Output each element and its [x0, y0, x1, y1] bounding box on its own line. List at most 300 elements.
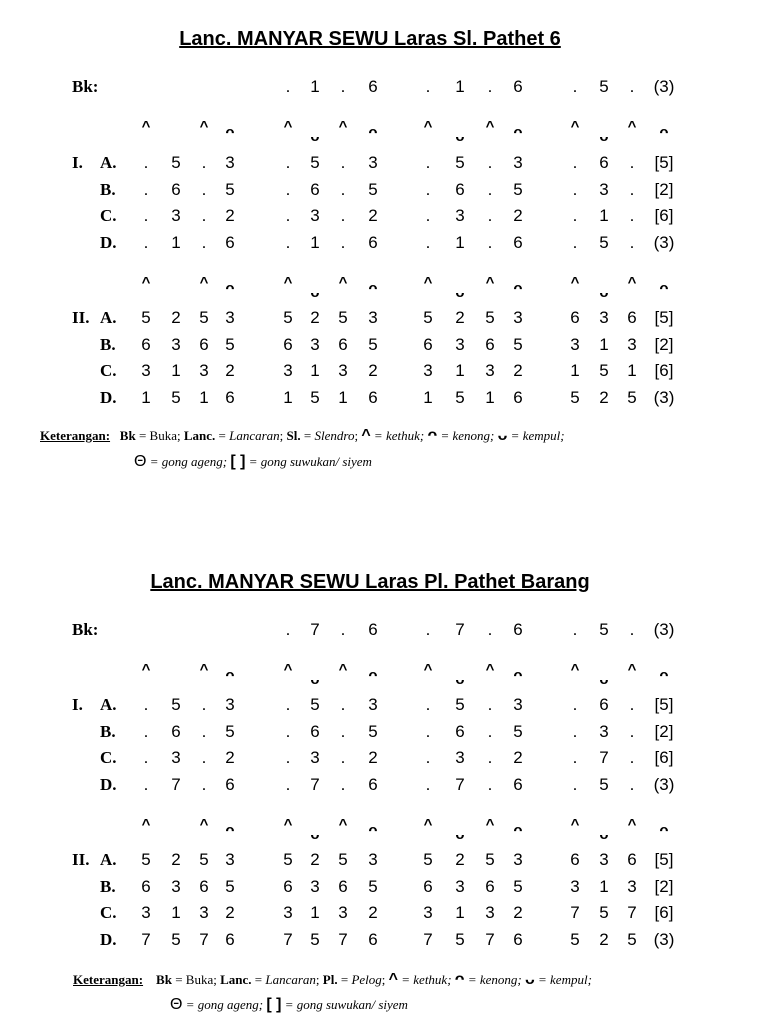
kethuk-mark-icon: ^ [199, 118, 209, 135]
note-cell: 6 [599, 695, 609, 714]
note-cell: 2 [513, 361, 523, 381]
note-cell: 5 [310, 387, 320, 407]
row-letter: B. [100, 334, 116, 354]
suwukan-icon: [ ] [230, 453, 246, 470]
note-cell: . [201, 721, 207, 741]
note-cell: 1 [171, 361, 181, 381]
note-cell: 2 [455, 308, 465, 327]
part-i-label: I. [72, 695, 83, 714]
kethuk-mark-icon: ^ [338, 816, 348, 833]
kethuk-mark-icon: ^ [338, 118, 348, 135]
note-cell: . [572, 179, 578, 199]
note-cell: 1 [627, 361, 637, 381]
note-cell: 6 [199, 334, 209, 354]
buka-note: 6 [513, 620, 523, 639]
sep: ; [381, 972, 389, 987]
note-cell: 3 [310, 206, 320, 226]
kenong-mark-icon: ᴖ [225, 280, 235, 297]
note-cell: 3 [283, 361, 293, 381]
note-cell: [5] [654, 695, 674, 714]
note-cell: 5 [310, 929, 320, 949]
note-cell: 6 [455, 721, 465, 741]
kethuk-mark-icon: ^ [283, 661, 293, 678]
note-cell: 7 [455, 774, 465, 794]
kenong-mark-icon: ᴖ [513, 280, 523, 297]
note-cell: [2] [654, 876, 674, 896]
note-cell: 6 [338, 334, 348, 354]
note-cell: 5 [599, 361, 609, 381]
buka-note: . [425, 620, 431, 639]
note-cell: 5 [310, 695, 320, 714]
note-cell: 3 [283, 903, 293, 923]
note-cell: [6] [654, 361, 674, 381]
kempul-icon: ᴗ [497, 427, 508, 444]
note-cell: 5 [423, 308, 433, 327]
note-cell: 6 [225, 232, 235, 252]
keterangan-line-1 [40, 425, 565, 447]
note-cell: 6 [141, 334, 151, 354]
note-cell: 1 [310, 232, 320, 252]
buka-note: . [425, 77, 431, 96]
note-cell: . [340, 695, 346, 714]
note-cell: 2 [368, 206, 378, 226]
note-cell: 3 [310, 334, 320, 354]
note-cell: 5 [310, 153, 320, 172]
note-cell: [6] [654, 748, 674, 768]
keterangan-label: Keterangan: [73, 972, 144, 987]
sep: ; [315, 972, 323, 987]
row-letter: D. [100, 232, 117, 252]
note-cell: 3 [485, 361, 495, 381]
note-cell: . [572, 153, 578, 172]
row-letter: B. [100, 876, 116, 896]
buka-note: 1 [455, 77, 465, 96]
note-cell: 2 [225, 206, 235, 226]
note-cell: 1 [599, 334, 609, 354]
bk-desc: = Buka; [171, 972, 221, 987]
note-cell: 2 [171, 850, 181, 869]
note-cell: 3 [455, 748, 465, 768]
row-letter: B. [100, 721, 116, 741]
gong-icon: Θ [134, 453, 147, 470]
kempul-mark-icon: ᴗ [599, 826, 609, 843]
kenong-mark-icon: ᴖ [225, 822, 235, 839]
note-cell: 1 [171, 232, 181, 252]
note-cell: . [572, 232, 578, 252]
kenong-icon: ᴖ [427, 427, 438, 444]
kethuk-mark-icon: ^ [283, 118, 293, 135]
note-cell: 3 [599, 179, 609, 199]
note-cell: . [425, 721, 431, 741]
note-cell: 5 [627, 387, 637, 407]
note-cell: 2 [171, 308, 181, 327]
note-cell: . [425, 179, 431, 199]
note-cell: 1 [199, 387, 209, 407]
kempul-icon: ᴗ [524, 971, 535, 988]
row-letter: C. [100, 361, 117, 381]
note-cell: 6 [199, 876, 209, 896]
kenong-mark-icon: ᴖ [368, 280, 378, 297]
buka-label: Bk: [72, 77, 99, 96]
buka-note: 7 [455, 620, 465, 639]
kethuk-mark-icon: ^ [627, 816, 637, 833]
note-cell: . [487, 695, 493, 714]
note-cell: 5 [338, 308, 348, 327]
note-cell: . [340, 232, 346, 252]
note-cell: 5 [455, 153, 465, 172]
note-cell: 1 [310, 361, 320, 381]
note-cell: 1 [171, 903, 181, 923]
kenong-desc: = kenong; [464, 972, 525, 987]
note-cell: 1 [599, 206, 609, 226]
buka-note: (3) [653, 620, 675, 639]
note-cell: 3 [513, 153, 523, 172]
note-cell: 6 [485, 334, 495, 354]
lanc-eq: = [215, 428, 230, 443]
buka-note: . [629, 77, 635, 96]
note-cell: 2 [225, 903, 235, 923]
note-cell: 5 [455, 929, 465, 949]
note-cell: 7 [171, 774, 181, 794]
note-cell: 5 [368, 334, 378, 354]
note-cell: 5 [455, 695, 465, 714]
note-cell: 7 [599, 748, 609, 768]
note-cell: . [143, 153, 149, 172]
note-cell: . [285, 206, 291, 226]
note-cell: . [629, 721, 635, 741]
note-cell: 7 [570, 903, 580, 923]
note-cell: 6 [338, 876, 348, 896]
note-cell: 7 [485, 929, 495, 949]
note-cell: 5 [171, 153, 181, 172]
note-cell: 3 [570, 876, 580, 896]
note-cell: 3 [455, 876, 465, 896]
note-cell: 5 [199, 850, 209, 869]
note-cell: 3 [199, 361, 209, 381]
note-cell: 3 [338, 903, 348, 923]
suwukan-icon: [ ] [266, 996, 282, 1013]
note-cell: 2 [368, 361, 378, 381]
buka-note: . [487, 620, 493, 639]
note-cell: 5 [599, 903, 609, 923]
note-cell: . [143, 695, 149, 714]
note-cell: 6 [225, 387, 235, 407]
note-cell: 5 [513, 179, 523, 199]
note-cell: 3 [368, 153, 378, 172]
kethuk-mark-icon: ^ [423, 118, 433, 135]
laras-eq: = [300, 428, 315, 443]
kempul-mark-icon: ᴗ [599, 128, 609, 145]
note-cell: 1 [455, 232, 465, 252]
note-cell: 6 [171, 721, 181, 741]
note-cell: 7 [423, 929, 433, 949]
note-cell: 6 [310, 179, 320, 199]
note-cell: 3 [599, 850, 609, 869]
lanc-desc: Lancaran [229, 428, 280, 443]
kethuk-mark-icon: ^ [423, 661, 433, 678]
row-letter: D. [100, 929, 117, 949]
note-cell: . [143, 179, 149, 199]
note-cell: 5 [513, 721, 523, 741]
note-cell: 6 [141, 876, 151, 896]
note-cell: 3 [171, 748, 181, 768]
note-cell: 2 [599, 929, 609, 949]
note-cell: . [201, 695, 207, 714]
part-ii-label: II. [72, 308, 90, 327]
kenong-mark-icon: ᴖ [513, 667, 523, 684]
note-cell: 5 [513, 876, 523, 896]
note-cell: 3 [423, 361, 433, 381]
note-cell: 5 [368, 179, 378, 199]
note-cell: . [629, 232, 635, 252]
note-cell: 3 [171, 206, 181, 226]
kethuk-mark-icon: ^ [627, 661, 637, 678]
gong-desc: = gong ageng; [146, 454, 231, 469]
note-cell: . [425, 153, 431, 172]
note-cell: [2] [654, 334, 674, 354]
note-cell: 3 [368, 308, 378, 327]
note-cell: 6 [627, 850, 637, 869]
note-cell: . [572, 695, 578, 714]
note-cell: 6 [225, 774, 235, 794]
note-cell: . [201, 774, 207, 794]
note-cell: 6 [485, 876, 495, 896]
note-cell: [5] [654, 850, 674, 869]
note-cell: 6 [627, 308, 637, 327]
note-cell: . [340, 206, 346, 226]
note-cell: 5 [570, 387, 580, 407]
note-cell: 5 [368, 721, 378, 741]
note-cell: 5 [171, 387, 181, 407]
kenong-icon: ᴖ [454, 971, 465, 988]
note-cell: 7 [199, 929, 209, 949]
sep: ; [279, 428, 287, 443]
note-cell: . [629, 206, 635, 226]
kethuk-mark-icon: ^ [141, 661, 151, 678]
note-cell: (3) [653, 232, 675, 252]
row-letter: C. [100, 748, 117, 768]
note-cell: [2] [654, 179, 674, 199]
note-cell: 6 [368, 929, 378, 949]
note-cell: 3 [225, 308, 235, 327]
buka-note: . [340, 620, 346, 639]
note-cell: 5 [485, 308, 495, 327]
kempul-mark-icon: ᴗ [455, 284, 465, 301]
kenong-mark-icon: ᴖ [368, 667, 378, 684]
note-cell: . [143, 748, 149, 768]
note-cell: 5 [423, 850, 433, 869]
note-cell: 5 [338, 850, 348, 869]
note-cell: 3 [423, 903, 433, 923]
row-letter: B. [100, 179, 116, 199]
note-cell: . [572, 721, 578, 741]
note-cell: 2 [513, 748, 523, 768]
note-cell: 6 [570, 850, 580, 869]
kenong-mark-icon: ᴖ [368, 124, 378, 141]
laras-desc: Pelog [351, 972, 382, 987]
kenong-mark-icon: ᴖ [513, 822, 523, 839]
laras-eq: = [337, 972, 352, 987]
note-cell: . [340, 721, 346, 741]
laras-abbrev: Pl. [322, 972, 338, 987]
laras-desc: Slendro [314, 428, 355, 443]
note-cell: 3 [225, 695, 235, 714]
note-cell: . [143, 206, 149, 226]
sep: ; [354, 428, 362, 443]
note-cell: 7 [283, 929, 293, 949]
note-cell: 3 [199, 903, 209, 923]
note-cell: . [629, 774, 635, 794]
note-cell: 6 [513, 929, 523, 949]
kethuk-mark-icon: ^ [570, 816, 580, 833]
note-cell: 5 [225, 721, 235, 741]
note-cell: 5 [599, 774, 609, 794]
note-cell: 6 [225, 929, 235, 949]
kenong-mark-icon: ᴖ [659, 822, 669, 839]
note-cell: . [425, 232, 431, 252]
note-cell: 2 [599, 387, 609, 407]
kenong-mark-icon: ᴖ [513, 124, 523, 141]
note-cell: 5 [225, 179, 235, 199]
kempul-mark-icon: ᴗ [599, 671, 609, 688]
note-cell: 5 [599, 232, 609, 252]
note-cell: 3 [225, 153, 235, 172]
kethuk-mark-icon: ^ [485, 118, 495, 135]
kenong-mark-icon: ᴖ [659, 124, 669, 141]
note-cell: . [487, 748, 493, 768]
note-cell: . [201, 153, 207, 172]
keterangan-line-2 [134, 451, 372, 473]
note-cell: 3 [141, 361, 151, 381]
note-cell: 1 [283, 387, 293, 407]
note-cell: . [285, 721, 291, 741]
kenong-mark-icon: ᴖ [659, 667, 669, 684]
part-ii-label: II. [72, 850, 90, 869]
kenong-mark-icon: ᴖ [225, 667, 235, 684]
note-cell: 6 [513, 774, 523, 794]
kethuk-mark-icon: ^ [141, 118, 151, 135]
kethuk-mark-icon: ^ [199, 816, 209, 833]
note-cell: 6 [513, 387, 523, 407]
keterangan-label: Keterangan: [40, 428, 111, 443]
buka-note: . [340, 77, 346, 96]
buka-note: . [629, 620, 635, 639]
note-cell: . [487, 179, 493, 199]
note-cell: 1 [310, 903, 320, 923]
kethuk-mark-icon: ^ [199, 274, 209, 291]
note-cell: 2 [455, 850, 465, 869]
note-cell: 7 [310, 774, 320, 794]
note-cell: 5 [171, 929, 181, 949]
note-cell: 1 [485, 387, 495, 407]
kethuk-mark-icon: ^ [485, 274, 495, 291]
note-cell: 1 [599, 876, 609, 896]
note-cell: 6 [368, 387, 378, 407]
note-cell: . [285, 774, 291, 794]
row-letter: D. [100, 774, 117, 794]
note-cell: 3 [513, 850, 523, 869]
note-cell: 6 [513, 232, 523, 252]
note-cell: 3 [338, 361, 348, 381]
section-title: Lanc. MANYAR SEWU Laras Pl. Pathet Barang [150, 571, 590, 593]
note-cell: 2 [310, 850, 320, 869]
lanc-eq: = [251, 972, 266, 987]
note-cell: 3 [599, 308, 609, 327]
buka-note: . [285, 620, 291, 639]
note-cell: 3 [513, 695, 523, 714]
note-cell: 6 [310, 721, 320, 741]
note-cell: 5 [570, 929, 580, 949]
keterangan-line-1 [73, 969, 592, 991]
note-cell: 3 [599, 721, 609, 741]
lanc-abbrev: Lanc. [220, 972, 252, 987]
note-cell: . [340, 153, 346, 172]
buka-note: 6 [368, 620, 378, 639]
note-cell: 5 [141, 308, 151, 327]
note-cell: 3 [368, 695, 378, 714]
note-cell: [6] [654, 903, 674, 923]
note-cell: 7 [141, 929, 151, 949]
note-cell: 6 [283, 876, 293, 896]
kethuk-mark-icon: ^ [627, 118, 637, 135]
note-cell: 5 [485, 850, 495, 869]
note-cell: . [425, 774, 431, 794]
note-cell: 6 [423, 334, 433, 354]
row-letter: C. [100, 206, 117, 226]
note-cell: 5 [513, 334, 523, 354]
kempul-mark-icon: ᴗ [310, 826, 320, 843]
note-cell: 5 [368, 876, 378, 896]
bk-abbrev: Bk [156, 972, 172, 987]
kethuk-mark-icon: ^ [141, 816, 151, 833]
note-cell: . [629, 179, 635, 199]
buka-note: . [572, 77, 578, 96]
note-cell: 2 [225, 748, 235, 768]
kenong-mark-icon: ᴖ [659, 280, 669, 297]
buka-note: (3) [653, 77, 675, 96]
note-cell: . [487, 232, 493, 252]
note-cell: 5 [225, 334, 235, 354]
note-cell: 6 [423, 876, 433, 896]
note-cell: 7 [338, 929, 348, 949]
kethuk-mark-icon: ^ [570, 274, 580, 291]
gong-desc: = gong ageng; [182, 997, 267, 1012]
note-cell: 3 [455, 334, 465, 354]
note-cell: 3 [627, 334, 637, 354]
kempul-mark-icon: ᴗ [455, 826, 465, 843]
buka-note: 1 [310, 77, 320, 96]
note-cell: 5 [171, 695, 181, 714]
note-cell: . [487, 153, 493, 172]
note-cell: . [201, 748, 207, 768]
kempul-mark-icon: ᴗ [599, 284, 609, 301]
kempul-mark-icon: ᴗ [310, 284, 320, 301]
part-i-label: I. [72, 153, 83, 172]
note-cell: . [340, 179, 346, 199]
kethuk-icon: ^ [361, 427, 371, 444]
kethuk-icon: ^ [388, 971, 398, 988]
note-cell: 3 [310, 876, 320, 896]
note-cell: 3 [455, 206, 465, 226]
note-cell: 3 [485, 903, 495, 923]
note-cell: 6 [368, 774, 378, 794]
note-cell: . [629, 695, 635, 714]
note-cell: . [572, 748, 578, 768]
kenong-desc: = kenong; [437, 428, 498, 443]
note-cell: (3) [653, 929, 675, 949]
note-cell: 2 [368, 748, 378, 768]
note-cell: 6 [455, 179, 465, 199]
